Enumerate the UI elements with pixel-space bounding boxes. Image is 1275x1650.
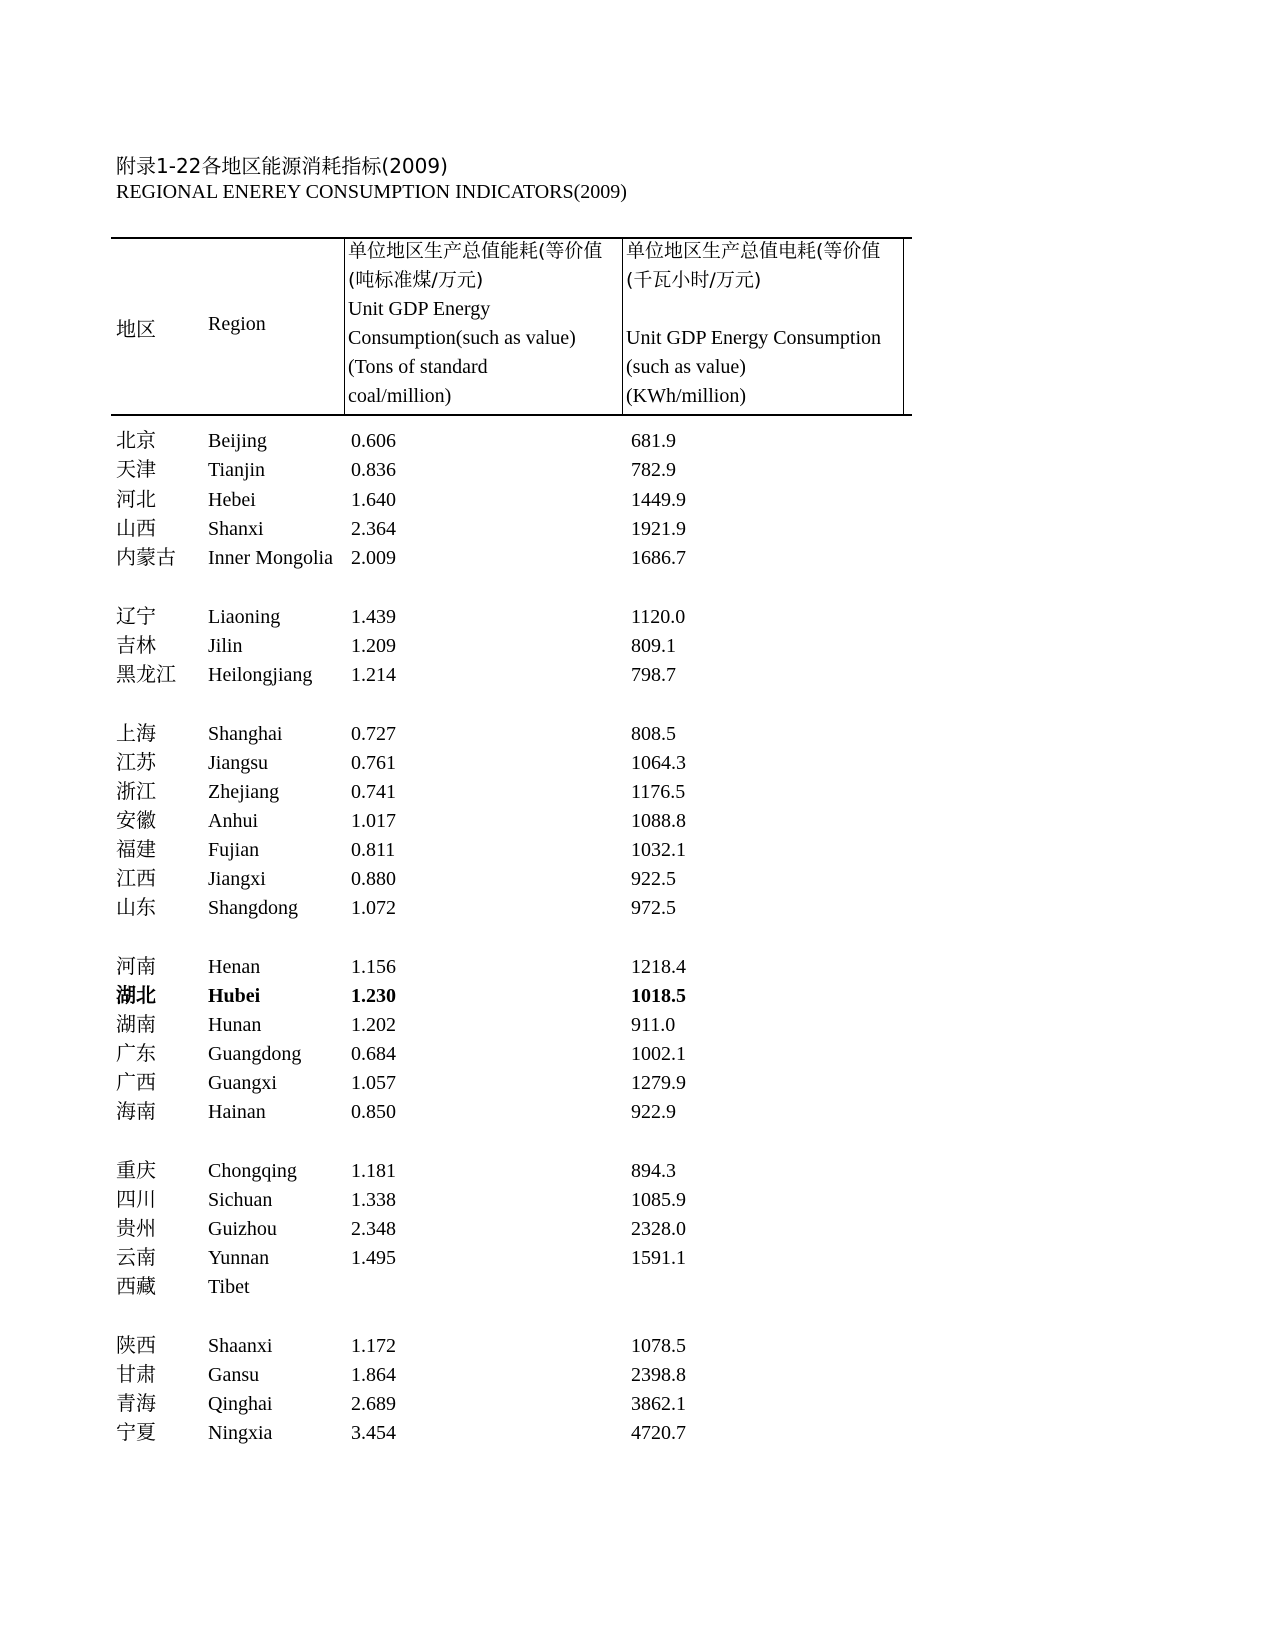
electricity-value: 2328.0 — [631, 1218, 686, 1240]
region-name-en: Anhui — [208, 810, 258, 832]
header-electricity-en-1: Unit GDP Energy Consumption — [626, 327, 882, 349]
energy-value: 0.836 — [351, 459, 396, 481]
region-name-cn: 海南 — [116, 1101, 156, 1123]
region-name-en: Guizhou — [208, 1218, 277, 1240]
region-name-en: Qinghai — [208, 1393, 273, 1415]
electricity-value: 1176.5 — [631, 781, 686, 803]
electricity-value: 3862.1 — [631, 1393, 686, 1415]
region-name-cn: 广西 — [116, 1072, 156, 1094]
electricity-value: 1088.8 — [631, 810, 686, 832]
electricity-value: 1064.3 — [631, 752, 686, 774]
region-name-cn: 四川 — [116, 1189, 156, 1211]
region-name-en: Shanxi — [208, 518, 264, 540]
region-name-cn: 云南 — [116, 1247, 156, 1269]
electricity-value: 1032.1 — [631, 839, 686, 861]
electricity-value: 894.3 — [631, 1160, 676, 1182]
region-name-en: Shangdong — [208, 897, 298, 919]
energy-value: 1.072 — [351, 897, 396, 919]
region-name-en: Hunan — [208, 1014, 262, 1036]
region-name-cn: 青海 — [116, 1393, 156, 1415]
energy-value: 2.348 — [351, 1218, 396, 1240]
region-name-en: Heilongjiang — [208, 664, 313, 686]
energy-value: 1.495 — [351, 1247, 396, 1269]
region-name-en: Jiangxi — [208, 868, 266, 890]
electricity-value: 1078.5 — [631, 1335, 686, 1357]
header-region-cn: 地区 — [116, 319, 156, 341]
energy-value: 1.172 — [351, 1335, 396, 1357]
header-region-en: Region — [208, 313, 266, 335]
region-name-en: Inner Mongolia — [208, 547, 333, 569]
energy-value: 1.202 — [351, 1014, 396, 1036]
energy-value: 1.864 — [351, 1364, 396, 1386]
region-name-cn: 河北 — [116, 489, 156, 511]
electricity-value: 2398.8 — [631, 1364, 686, 1386]
page-title-en: REGIONAL ENEREY CONSUMPTION INDICATORS(2009) — [116, 181, 627, 203]
header-divider-3 — [903, 237, 904, 415]
region-name-en: Gansu — [208, 1364, 260, 1386]
energy-value: 1.181 — [351, 1160, 396, 1182]
region-name-cn: 北京 — [116, 430, 156, 452]
region-name-en: Ningxia — [208, 1422, 273, 1444]
region-name-cn: 黑龙江 — [116, 664, 176, 686]
region-name-cn: 天津 — [116, 459, 156, 481]
electricity-value: 911.0 — [631, 1014, 676, 1036]
electricity-value: 922.9 — [631, 1101, 676, 1123]
electricity-value: 1002.1 — [631, 1043, 686, 1065]
energy-value: 1.214 — [351, 664, 396, 686]
energy-value: 1.439 — [351, 606, 396, 628]
region-name-en: Tibet — [208, 1276, 250, 1298]
header-energy-en-3: (Tons of standard — [348, 356, 488, 378]
header-electricity-column — [626, 237, 903, 413]
electricity-value: 1591.1 — [631, 1247, 686, 1269]
electricity-value: 782.9 — [631, 459, 676, 481]
header-energy-cn-2: (吨标准煤/万元) — [348, 269, 484, 291]
electricity-value: 1449.9 — [631, 489, 686, 511]
region-name-en: Zhejiang — [208, 781, 280, 803]
energy-value: 2.364 — [351, 518, 396, 540]
region-name-cn: 山西 — [116, 518, 156, 540]
header-divider-2 — [622, 237, 623, 415]
electricity-value: 972.5 — [631, 897, 676, 919]
region-name-cn: 贵州 — [116, 1218, 156, 1240]
region-name-cn: 宁夏 — [116, 1422, 156, 1444]
energy-value: 1.017 — [351, 810, 396, 832]
header-energy-en-2: Consumption(such as value) — [348, 327, 576, 349]
electricity-value: 681.9 — [631, 430, 676, 452]
region-name-en: Fujian — [208, 839, 260, 861]
energy-value: 1.156 — [351, 956, 396, 978]
electricity-value: 1085.9 — [631, 1189, 686, 1211]
region-name-cn: 内蒙古 — [116, 547, 176, 569]
header-electricity-cn-2: (千瓦小时/万元) — [626, 269, 762, 291]
energy-value: 0.811 — [351, 839, 396, 861]
region-name-cn: 江西 — [116, 868, 156, 890]
region-name-cn: 上海 — [116, 723, 156, 745]
region-name-en: Chongqing — [208, 1160, 297, 1182]
header-energy-en-1: Unit GDP Energy — [348, 298, 491, 320]
energy-value: 1.640 — [351, 489, 396, 511]
electricity-value: 922.5 — [631, 868, 676, 890]
electricity-value: 809.1 — [631, 635, 676, 657]
header-energy-column — [348, 237, 622, 413]
region-name-en: Liaoning — [208, 606, 281, 628]
header-electricity-cn-1: 单位地区生产总值电耗(等价值 — [626, 240, 881, 262]
region-name-cn: 湖南 — [116, 1014, 156, 1036]
energy-value: 0.606 — [351, 430, 396, 452]
region-name-cn: 浙江 — [116, 781, 156, 803]
region-name-cn: 西藏 — [116, 1276, 156, 1298]
energy-value: 2.689 — [351, 1393, 396, 1415]
electricity-value: 808.5 — [631, 723, 676, 745]
region-name-en: Guangdong — [208, 1043, 302, 1065]
energy-value: 0.761 — [351, 752, 396, 774]
header-electricity-en-3: (KWh/million) — [626, 385, 746, 407]
region-name-cn: 河南 — [116, 956, 156, 978]
region-name-cn: 湖北 — [116, 985, 156, 1007]
region-name-en: Hebei — [208, 489, 256, 511]
electricity-value: 1018.5 — [631, 985, 686, 1007]
electricity-value: 1218.4 — [631, 956, 686, 978]
region-name-cn: 安徽 — [116, 810, 156, 832]
energy-value: 0.741 — [351, 781, 396, 803]
energy-value: 0.684 — [351, 1043, 396, 1065]
region-name-cn: 辽宁 — [116, 606, 156, 628]
header-energy-en-4: coal/million) — [348, 385, 452, 407]
region-name-en: Jilin — [208, 635, 243, 657]
page-title-cn: 附录1-22各地区能源消耗指标(2009) — [116, 154, 448, 178]
energy-value: 1.230 — [351, 985, 396, 1007]
region-name-en: Yunnan — [208, 1247, 270, 1269]
region-name-en: Beijing — [208, 430, 267, 452]
region-name-en: Sichuan — [208, 1189, 273, 1211]
electricity-value: 1686.7 — [631, 547, 686, 569]
electricity-value: 1120.0 — [631, 606, 686, 628]
energy-value: 1.057 — [351, 1072, 396, 1094]
energy-value: 0.727 — [351, 723, 396, 745]
region-name-en: Henan — [208, 956, 261, 978]
region-name-en: Tianjin — [208, 459, 266, 481]
energy-value: 1.209 — [351, 635, 396, 657]
region-name-cn: 山东 — [116, 897, 156, 919]
region-name-cn: 广东 — [116, 1043, 156, 1065]
region-name-cn: 重庆 — [116, 1160, 156, 1182]
region-name-en: Hubei — [208, 985, 261, 1007]
region-name-en: Hainan — [208, 1101, 266, 1123]
region-name-cn: 吉林 — [116, 635, 156, 657]
header-energy-cn-1: 单位地区生产总值能耗(等价值 — [348, 240, 603, 262]
electricity-value: 798.7 — [631, 664, 676, 686]
electricity-value: 1921.9 — [631, 518, 686, 540]
region-name-en: Shanghai — [208, 723, 283, 745]
energy-value: 1.338 — [351, 1189, 396, 1211]
region-name-cn: 江苏 — [116, 752, 156, 774]
header-electricity-en-2: (such as value) — [626, 356, 746, 378]
region-name-en: Shaanxi — [208, 1335, 273, 1357]
energy-value: 0.850 — [351, 1101, 396, 1123]
region-name-cn: 陕西 — [116, 1335, 156, 1357]
electricity-value: 4720.7 — [631, 1422, 686, 1444]
region-name-cn: 甘肃 — [116, 1364, 156, 1386]
energy-value: 3.454 — [351, 1422, 396, 1444]
energy-value: 2.009 — [351, 547, 396, 569]
header-bottom-rule — [111, 414, 912, 416]
electricity-value: 1279.9 — [631, 1072, 686, 1094]
region-name-en: Jiangsu — [208, 752, 268, 774]
region-name-en: Guangxi — [208, 1072, 277, 1094]
region-name-cn: 福建 — [116, 839, 156, 861]
energy-value: 0.880 — [351, 868, 396, 890]
header-divider-1 — [344, 237, 345, 415]
